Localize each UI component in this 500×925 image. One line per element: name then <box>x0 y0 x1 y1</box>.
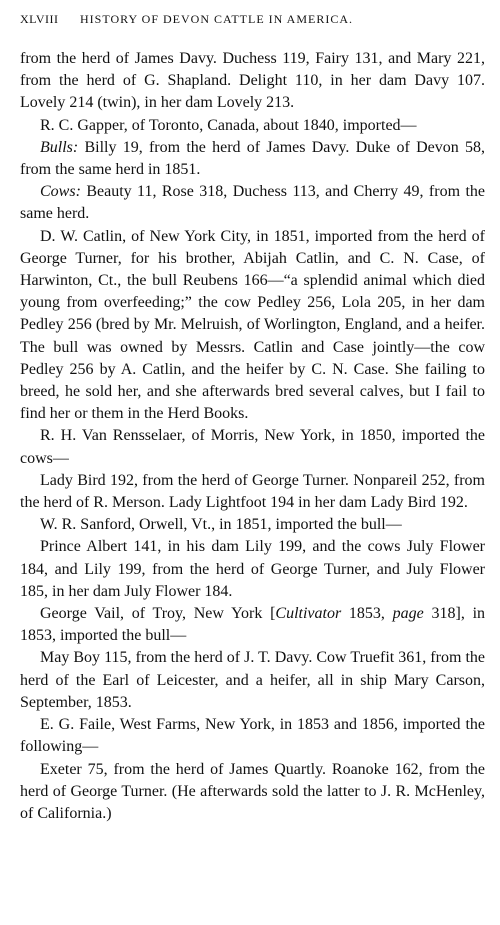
page-citation: page <box>392 605 424 623</box>
paragraph-gapper <box>20 115 485 137</box>
paragraph-text: George Vail, of Troy, New York [ <box>40 605 276 623</box>
paragraph-may-boy <box>20 647 485 714</box>
running-title: HISTORY OF DEVON CATTLE IN AMERICA. <box>80 12 354 26</box>
paragraph-text: from the herd of James Davy. Duchess 119, Fairy 131, and Mary 221, from the herd of G. Shapland. Delight 110, in her dam Davy 107. Lovely 214 (twin), in her dam Lovely 213. <box>20 50 485 112</box>
paragraph-text: Lady Bird 192, from the herd of George Turner. Nonpareil 252, from the herd of R. Merson. Lady Lightfoot 194 in her dam Lady Bird 192. <box>20 471 485 512</box>
paragraph-exeter <box>20 759 485 826</box>
paragraph-text: Prince Albert 141, in his dam Lily 199, and the cows July Flower 184, and Lily 199, from the herd of George Turner, and July Flower 185, in her dam July Flower 184. <box>20 538 485 600</box>
paragraph-lady-bird <box>20 470 485 514</box>
bulls-label: Bulls: <box>40 138 79 156</box>
paragraph-text: Beauty 11, Rose 318, Duchess 113, and Cherry 49, from the same herd. <box>20 183 485 223</box>
page-header <box>20 10 485 32</box>
paragraph-cows <box>20 181 485 225</box>
paragraph-text: 318], in 1853, imported the bull— <box>20 605 486 645</box>
paragraph-text: D. W. Catlin, of New York City, in 1851, imported from the herd of George Turner, for his brother, Abijah Catlin, and C. N. Case, of Harwinton, Ct., the bull Reubens 166—“a splendid animal which died young from overfeeding;” the cow Pedley 256, Lola 205, in her dam Pedley 256 (bred by Mr. Melruish, of Worlington, England, and a heifer. The bull was owned by Messrs. Catlin and Case jointly—the cow Pedley 256 by A. Catlin, and the heifer by C. N. Case. She failing to breed, he sold her, and she afterwards bred several calves, but I fail to find her or them in the Herd Books. <box>20 227 485 423</box>
paragraph-faile <box>20 714 485 758</box>
paragraph-prince-albert <box>20 536 485 603</box>
page-number: XLVIII <box>20 12 59 26</box>
paragraph-text: W. R. Sanford, Orwell, Vt., in 1851, imported the bull— <box>40 516 402 534</box>
cows-label: Cows: <box>40 183 81 201</box>
paragraph-text: 1853, <box>341 605 393 623</box>
paragraph-text: R. C. Gapper, of Toronto, Canada, about 1840, imported— <box>40 116 417 134</box>
paragraph-text: May Boy 115, from the herd of J. T. Davy. Cow Truefit 361, from the herd of the Earl of Leicester, and a heifer, all in ship Mary Carson, September, 1853. <box>20 649 485 711</box>
paragraph-catlin <box>20 226 485 426</box>
paragraph-vail <box>20 603 485 647</box>
paragraph-sanford <box>20 514 485 536</box>
page-body <box>20 48 485 825</box>
paragraph-text: Billy 19, from the herd of James Davy. Duke of Devon 58, from the same herd in 1851. <box>20 138 485 179</box>
cultivator-citation: Cultivator <box>275 605 342 623</box>
paragraph-text: E. G. Faile, West Farms, New York, in 1853 and 1856, imported the following— <box>20 716 485 756</box>
paragraph-text: Exeter 75, from the herd of James Quartly. Roanoke 162, from the herd of George Turner. (He afterwards sold the latter to J. R. McHenley, of California.) <box>20 760 485 822</box>
paragraph-continuation <box>20 48 485 115</box>
paragraph-text: R. H. Van Rensselaer, of Morris, New York, in 1850, imported the cows— <box>20 427 485 467</box>
paragraph-bulls <box>20 137 485 181</box>
paragraph-van-rensselaer <box>20 425 485 469</box>
